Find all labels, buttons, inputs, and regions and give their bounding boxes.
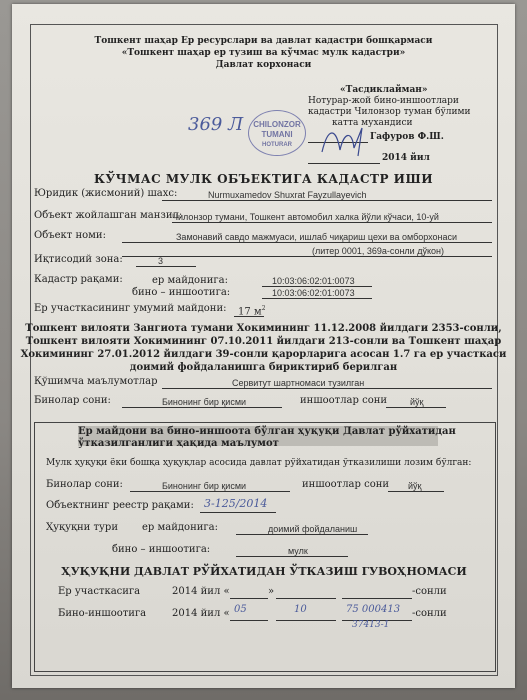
cert-bld-label: Бино-иншоотига	[58, 608, 147, 619]
rooms-value: йўқ	[410, 397, 424, 407]
header-line2: «Тошкент шаҳар ер тузиш ва кўчмас мулк кадастри»	[121, 48, 406, 58]
box-buildings-underline	[130, 491, 290, 492]
approval-signer: Гафуров Ф.Ш.	[370, 132, 444, 142]
certificate-title: ҲУҚУҚНИ ДАВЛАТ РЎЙХАТИДАН ЎТКАЗИШ ГУВОҲНОМАСИ	[61, 565, 467, 578]
extra-label: Қўшимча маълумотлар	[34, 376, 158, 387]
document-title: КЎЧМАС МУЛК ОБЪЕКТИГА КАДАСТР ИШИ	[93, 172, 434, 186]
decision-line4: доимий фойдаланишга бириктириб берилган	[129, 362, 398, 373]
owner-value: Nurmuxamedov Shuxrat Fayzullayevich	[208, 190, 367, 200]
area-value: 17 $м^2$	[238, 305, 266, 318]
address-underline	[172, 222, 492, 223]
cert-bld-day-line	[230, 620, 268, 621]
box-buildings-label: Бинолар сони:	[46, 479, 123, 490]
cert-land-month-line	[276, 598, 336, 599]
name-underline1	[122, 242, 492, 243]
round-stamp: CHILONZOR TUMANI HOTURAR	[248, 110, 306, 156]
approval-line1: Нотурар-жой бино-иншоотлари	[308, 96, 459, 106]
right-type-label: Ҳуқуқни тури	[46, 522, 118, 533]
box-heading2: ўтказилганлиги ҳақида маълумот	[78, 438, 279, 449]
date-line	[308, 163, 380, 164]
cert-bld-suffix: -сонли	[412, 608, 447, 619]
buildings-value: Бинонинг бир қисми	[162, 397, 247, 407]
land-value: 10:03:06:02:01:0073	[272, 276, 355, 286]
cert-bld-month: 10	[294, 604, 307, 615]
cert-land-label: Ер участкасига	[58, 586, 141, 597]
cert-land-num-line	[342, 598, 412, 599]
owner-underline	[162, 200, 492, 201]
box-buildings-value: Бинонинг бир қисми	[162, 481, 247, 491]
name-value2: (литер 0001, 369а-сонли дўкон)	[312, 246, 444, 256]
cert-land-suffix: -сонли	[412, 586, 447, 597]
box-note: Мулк ҳуқуқи ёки бошқа ҳуқуқлар асосида давлат рўйхатидан ўтказилиши лозим бўлган:	[46, 458, 472, 468]
cert-land-day-line	[230, 598, 268, 599]
right-land-label: ер майдонига:	[142, 522, 218, 533]
box-heading1: Ер майдони ва бино-иншоота бўлган ҳуқуқи Давлат рўйхатидан	[78, 426, 456, 437]
decision-line3: Хокимининг 27.01.2012 йилдаги 39-сонли қарорларига асосан 1.7 га ер участкаси	[20, 349, 507, 360]
approval-line3: катта мухандиси	[332, 118, 413, 128]
registry-label: Объектнинг реестр рақами:	[46, 500, 194, 511]
box-rooms-value: йўқ	[408, 481, 422, 491]
approval-line2: кадастри Чилонзор туман бўлими	[308, 107, 471, 117]
handwritten-number: 369 Л	[188, 114, 244, 135]
land-label: ер майдонига:	[152, 275, 228, 286]
buildings-underline	[122, 407, 282, 408]
approval-year: 2014 йил	[382, 153, 430, 163]
cert-bld-month-line	[276, 620, 336, 621]
right-land-value: доимий фойдаланиш	[268, 524, 358, 534]
name-label: Объект номи:	[34, 230, 106, 241]
cert-bld-subnumber: 37413-1	[352, 620, 390, 630]
rooms-label: иншоотлар сони	[300, 395, 388, 406]
cert-land-year: 2014 йил «	[172, 586, 230, 597]
header-line1: Тошкент шаҳар Ер ресурслари ва давлат кадастри бошқармаси	[94, 36, 433, 46]
cert-land-mid: »	[268, 586, 275, 597]
owner-label: Юридик (жисмоний) шахс:	[34, 188, 178, 199]
document-page	[12, 4, 515, 688]
area-label: Ер участкасининг умумий майдони:	[34, 303, 227, 314]
extra-underline	[162, 388, 492, 389]
right-land-underline	[236, 534, 368, 535]
address-label: Объект жойлашган манзил:	[34, 210, 183, 221]
header-line3: Давлат корхонаси	[215, 60, 312, 70]
approval-title: «Тасдиклайман»	[340, 85, 428, 95]
right-building-value: мулк	[288, 546, 308, 556]
buildings-label: Бинолар сони:	[34, 395, 111, 406]
decision-line1: Тошкент вилояти Зангиота тумани Хокимининг 11.12.2008 йилдаги 2353-сонли,	[25, 323, 502, 334]
name-underline2	[122, 256, 492, 257]
name-value1: Замонавий савдо мажмуаси, ишлаб чиқариш цехи ва омборхонаси	[176, 232, 458, 242]
cadastre-label: Кадастр рақами:	[34, 274, 123, 285]
extra-value: Сервитут шартномаси тузилган	[232, 378, 365, 388]
zone-value: 3	[158, 256, 164, 266]
box-rooms-label: иншоотлар сони	[302, 479, 390, 490]
rooms-underline	[386, 407, 446, 408]
land-underline	[262, 286, 372, 287]
right-building-underline	[236, 556, 348, 557]
building-value: 10:03:06:02:01:0073	[272, 288, 355, 298]
cert-bld-number: 75 000413	[346, 604, 401, 615]
cert-bld-year: 2014 йил «	[172, 608, 230, 619]
zone-label: Иқтисодий зона:	[34, 254, 123, 265]
cert-bld-day: 05	[234, 604, 247, 615]
registry-value: 3-125/2014	[204, 497, 268, 510]
zone-underline	[136, 266, 196, 267]
right-building-label: бино – иншоотига:	[112, 544, 211, 555]
box-rooms-underline	[388, 491, 444, 492]
building-underline	[262, 298, 372, 299]
building-label: бино – иншоотига:	[132, 287, 231, 298]
signature-scribble	[318, 122, 378, 162]
registry-underline	[200, 512, 276, 513]
decision-line2: Тошкент вилояти Хокимининг 07.10.2011 йилдаги 213-сонли ва Тошкент шаҳар	[25, 336, 502, 347]
address-value: Чилонзор тумани, Тошкент автомобил халка йўли кўчаси, 10-уй	[172, 212, 439, 222]
